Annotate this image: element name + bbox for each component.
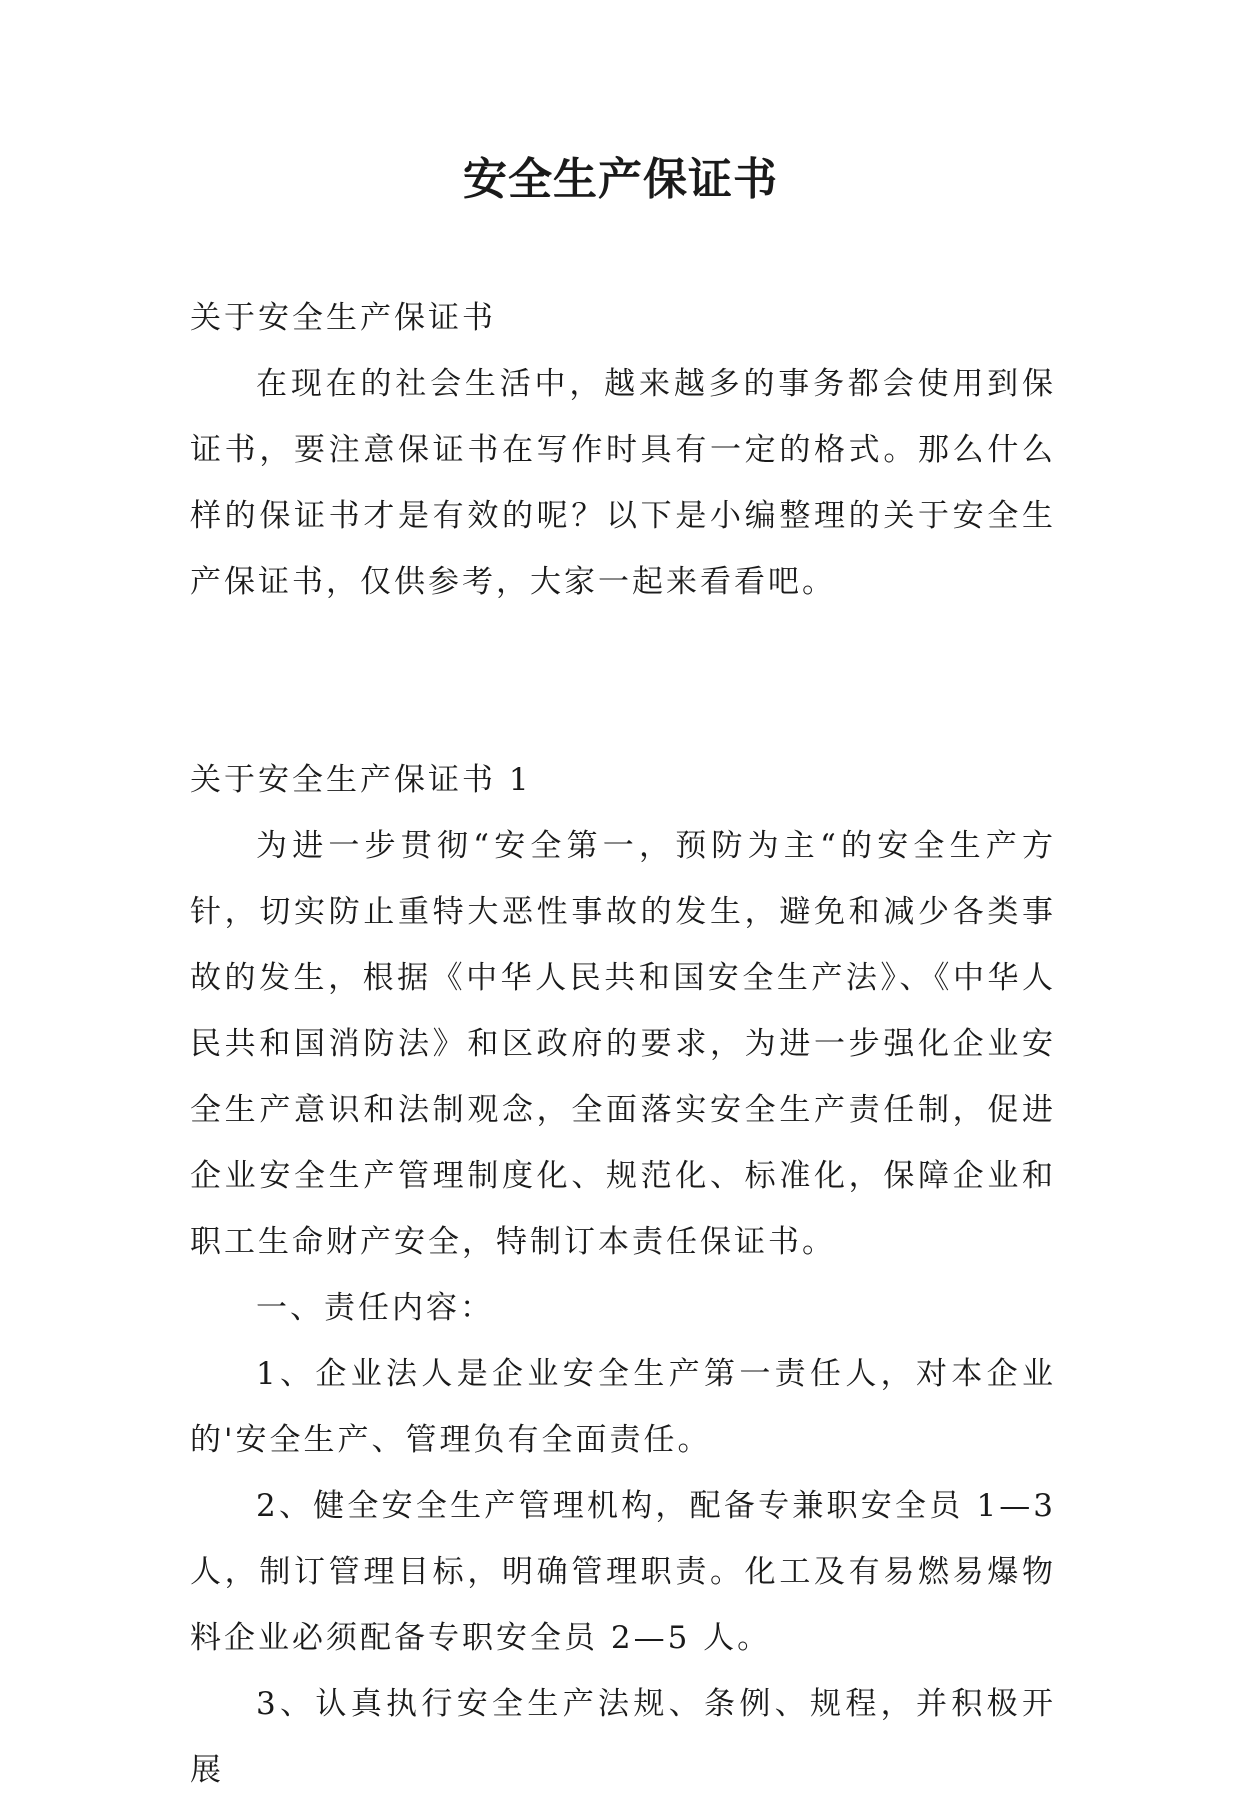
responsibility-item-3: 3、认真执行安全生产法规、条例、规程，并积极开展 (190, 1686, 1056, 1788)
responsibility-item-2: 2、健全安全生产管理机构，配备专兼职安全员 1—3 人，制订管理目标，明确管理职责。化工及有易燃易爆物料企业必须配备专职安全员 2—5 人。 (190, 1488, 1056, 1656)
responsibility-heading: 一、责任内容： (256, 1290, 494, 1326)
section-spacer (190, 615, 1056, 747)
section1-paragraph: 为进一步贯彻“安全第一，预防为主“的安全生产方针，切实防止重特大恶性事故的发生，避免和减少各类事故的发生，根据《中华人民共和国安全生产法》、《中华人民共和国消防法》和区政府的要求，为进一步强化企业安全生产意识和法制观念，全面落实安全生产责任制，促进企业安全生产管理制度化、规范化、标准化，保障企业和职工生命财产安全，特制订本责任保证书。 (190, 828, 1056, 1260)
document-title: 安全生产保证书 (463, 154, 778, 205)
section1-heading: 关于安全生产保证书 1 (190, 762, 532, 798)
document-body (190, 285, 1056, 1803)
responsibility-item-1: 1、企业法人是企业安全生产第一责任人，对本企业的'安全生产、管理负有全面责任。 (190, 1356, 1056, 1458)
intro-heading: 关于安全生产保证书 (190, 300, 496, 336)
intro-paragraph: 在现在的社会生活中，越来越多的事务都会使用到保证书，要注意保证书在写作时具有一定的格式。那么什么样的保证书才是有效的呢？以下是小编整理的关于安全生产保证书，仅供参考，大家一起来看看吧。 (190, 366, 1056, 600)
